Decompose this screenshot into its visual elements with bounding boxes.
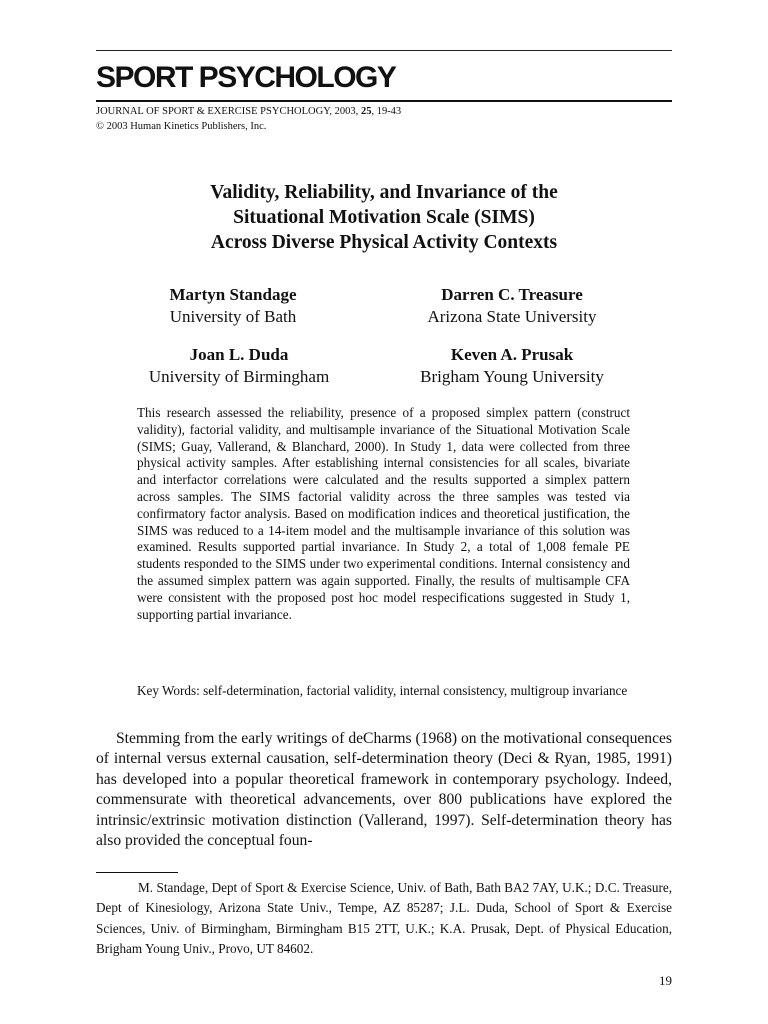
citation-pages: , 19-43 <box>371 106 402 117</box>
citation-volume: 25 <box>360 106 372 117</box>
citation-prefix: JOURNAL OF SPORT & EXERCISE PSYCHOLOGY, 2003, <box>96 106 361 117</box>
author-affiliation: University of Bath <box>169 307 297 326</box>
abstract: This research assessed the reliability, presence of a proposed simplex pattern (construct validity), factorial validity, and multisample invariance of the Situational Motivation Scale (SIMS; Guay, Vallerand, & Blanchard, 2000). In Study 1, data were collected from three physical activity samples. After establishing internal consistencies for all scales, bivariate and interfactor correlations were calculated and the results supported a simplex pattern across samples. The SIMS factorial validity across the three samples was tested via confirmatory factor analysis. Based on modification indices and theoretical justification, the SIMS was reduced to a 14-item model and the multisample invariance of this solution was examined. Results supported partial invariance. In Study 2, a total of 1,008 female PE students responded to the SIMS under two experimental conditions. Internal consistency and the assumed simplex pattern was again supported. Finally, the results of multisample CFA were consistent with the proposed post hoc model respecifications suggested in Study 1, supporting partial invariance. <box>137 405 630 622</box>
author-affiliation: Brigham Young University <box>420 367 604 386</box>
header-rule <box>96 100 672 102</box>
author-footnote: M. Standage, Dept of Sport & Exercise Science, Univ. of Bath, Bath BA2 7AY, U.K.; D.C. Treasure, Dept of Kinesiology, Arizona State Univ., Tempe, AZ 85287; J.L. Duda, School of Sport & Exercise Sciences, Univ. of Birmingham, Birmingham B15 2TT, U.K.; K.A. Prusak, Dept. of Physical Education, Brigham Young Univ., Provo, UT 84602. <box>96 880 672 956</box>
journal-citation <box>96 104 401 119</box>
author-prusak <box>382 344 642 388</box>
author-duda <box>109 344 369 388</box>
author-name: Joan L. Duda <box>189 345 289 364</box>
author-affiliation: University of Birmingham <box>148 367 330 386</box>
body-paragraph: Stemming from the early writings of deCharms (1968) on the motivational consequences of internal versus external causation, self-determination theory (Deci & Ryan, 1985, 1991) has developed into a popular theoretical framework in contemporary psychology. Indeed, commensurate with theoretical advancements, over 800 publications have explored the intrinsic/extrinsic motivation distinction (Vallerand, 1997). Self-determination theory has also provided the conceptual foun- <box>96 730 672 850</box>
title-line: Situational Motivation Scale (SIMS) <box>233 207 535 228</box>
author-name: Darren C. Treasure <box>441 285 583 304</box>
copyright-line: © 2003 Human Kinetics Publishers, Inc. <box>96 121 267 132</box>
author-standage <box>103 284 363 328</box>
author-treasure <box>382 284 642 328</box>
author-name: Martyn Standage <box>169 285 297 304</box>
journal-name: SPORT PSYCHOLOGY <box>96 61 396 94</box>
title-line: Across Diverse Physical Activity Contexts <box>210 232 558 253</box>
top-rule <box>96 50 672 51</box>
title-line: Validity, Reliability, and Invariance of the <box>210 182 558 203</box>
keywords: Key Words: self-determination, factorial validity, internal consistency, multigroup invariance <box>137 683 628 698</box>
citation-block <box>96 104 401 134</box>
author-name: Keven A. Prusak <box>450 345 574 364</box>
footnote-rule <box>96 872 178 873</box>
author-affiliation: Arizona State University <box>427 307 597 326</box>
page-number: 19 <box>659 973 672 988</box>
article-title <box>96 180 672 255</box>
